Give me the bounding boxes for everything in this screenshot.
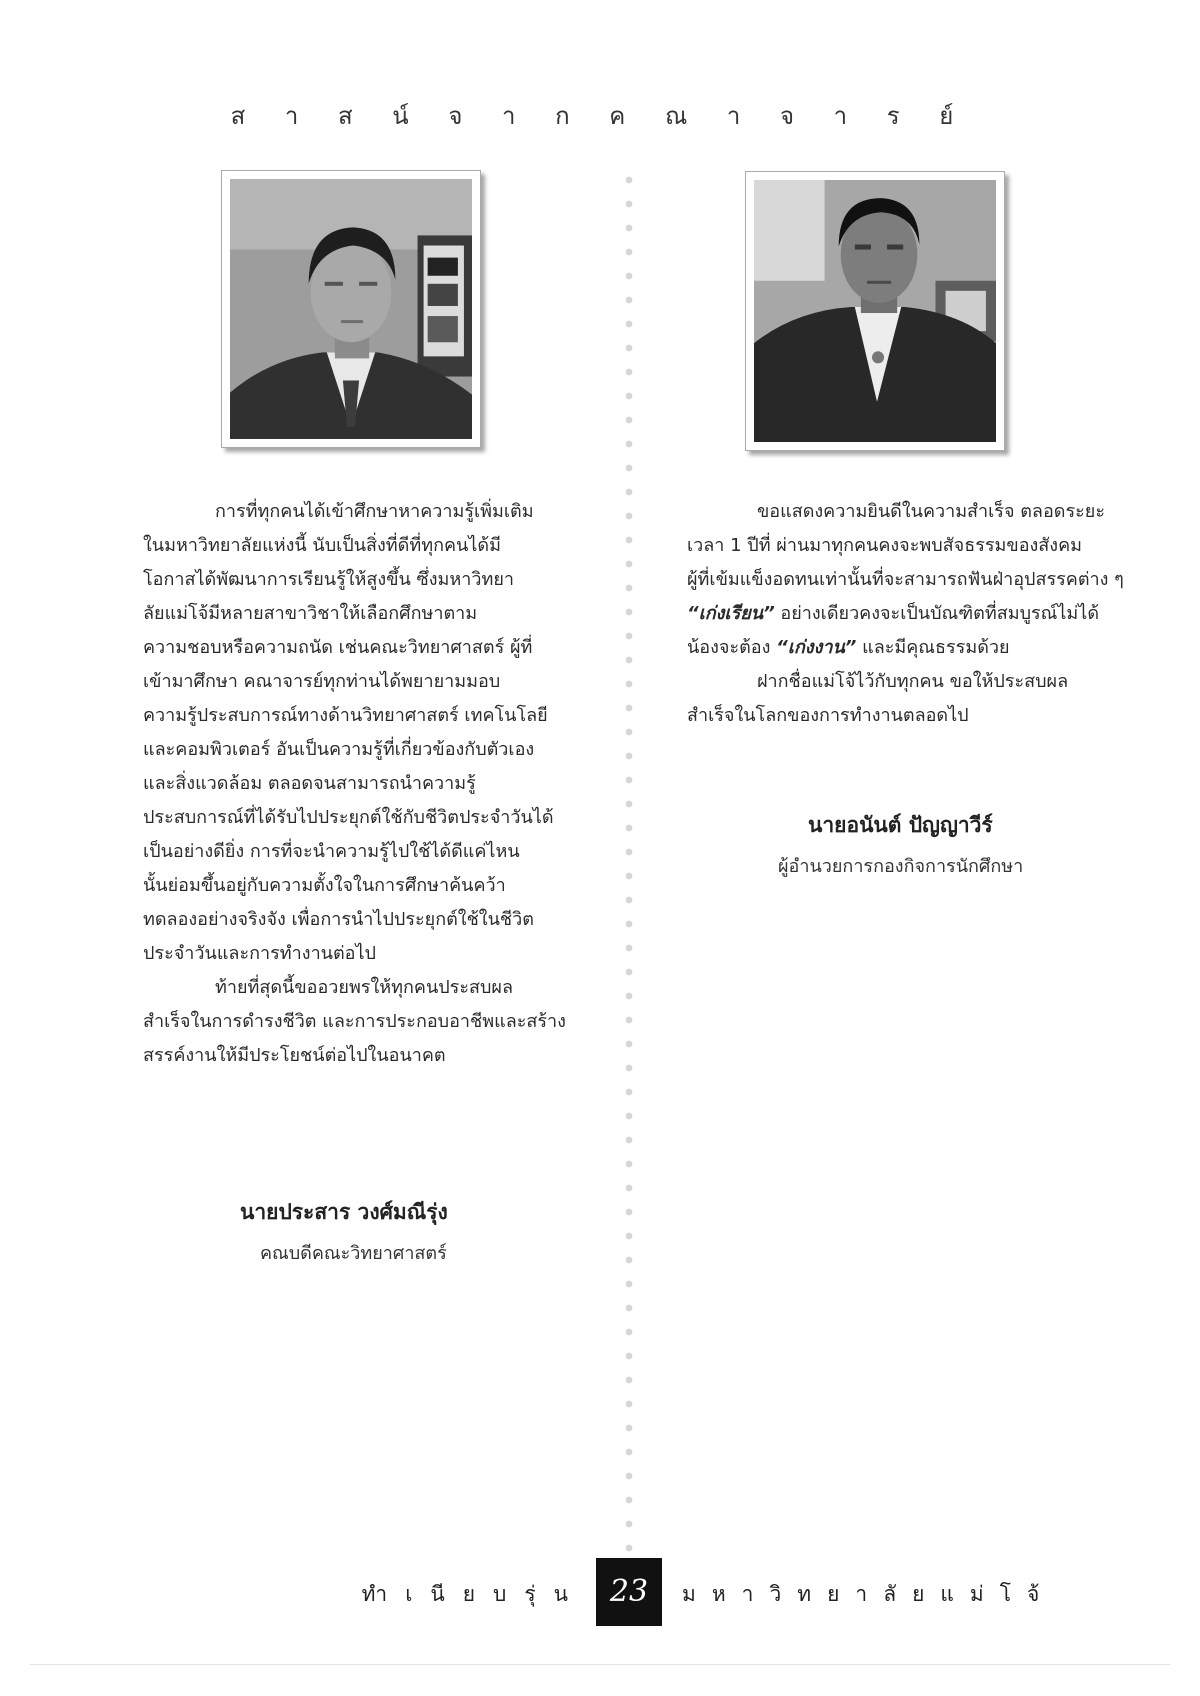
- portrait-dean-photo: [221, 170, 481, 448]
- dean-message-line: ลัยแม่โจ้มีหลายสาขาวิชาให้เลือกศึกษาตาม: [143, 603, 478, 624]
- footer-left-text: ทำเนียบรุ่น: [361, 1582, 586, 1606]
- footer-right-text: มหาวิทยาลัยแม่โจ้: [682, 1582, 1056, 1606]
- director-message-line: [687, 631, 1117, 665]
- dean-message-line: ประจำวันและการทำงานต่อไป: [143, 943, 376, 964]
- director-message-fragment: อย่างเดียวคงจะเป็นบัณฑิตที่สมบูรณ์ไม่ได้: [774, 603, 1100, 624]
- dean-message-line: ในมหาวิทยาลัยแห่งนี้ นับเป็นสิ่งที่ดีที่ทุกคนได้มี: [143, 535, 501, 556]
- director-signature-name: นายอนันต์ ปัญญาวีร์: [808, 813, 993, 837]
- dean-message-line: การที่ทุกคนได้เข้าศึกษาหาความรู้เพิ่มเติม: [215, 501, 534, 522]
- dean-message-line: ประสบการณ์ที่ได้รับไปประยุกต์ใช้กับชีวิตประจำวันได้: [143, 807, 554, 828]
- dean-message-line: โอกาสได้พัฒนาการเรียนรู้ให้สูงขึ้น ซึ่งมหาวิทยา: [143, 569, 514, 590]
- dean-message-line: ท้ายที่สุดนี้ขออวยพรให้ทุกคนประสบผล: [215, 977, 513, 998]
- dean-message-line: สำเร็จในการดำรงชีวิต และการประกอบอาชีพและสร้าง: [143, 1011, 566, 1032]
- dean-signature-name: นายประสาร วงศ์มณีรุ่ง: [240, 1200, 448, 1224]
- director-message-line: ขอแสดงความยินดีในความสำเร็จ ตลอดระยะ: [757, 501, 1106, 522]
- dean-message-line: นั้นย่อมขึ้นอยู่กับความตั้งใจในการศึกษาค้นคว้า: [143, 875, 506, 896]
- director-signature-role: ผู้อำนวยการกองกิจการนักศึกษา: [778, 856, 1024, 877]
- quote-keng-rian: “เก่งเรียน”: [687, 603, 775, 624]
- director-message-line: เวลา 1 ปีที่ ผ่านมาทุกคนคงจะพบสัจธรรมของสังคม: [687, 535, 1082, 556]
- dean-message-line: ความรู้ประสบการณ์ทางด้านวิทยาศาสตร์ เทคโนโลยี: [143, 705, 548, 726]
- dean-message-line: สรรค์งานให้มีประโยชน์ต่อไปในอนาคต: [143, 1045, 446, 1066]
- director-message-fragment: น้องจะต้อง: [687, 637, 777, 658]
- dean-message-line: และสิ่งแวดล้อม ตลอดจนสามารถนำความรู้: [143, 773, 476, 794]
- director-message-line: ผู้ที่เข้มแข็งอดทนเท่านั้นที่จะสามารถฟันฝ่าอุปสรรคต่าง ๆ: [687, 569, 1124, 590]
- dean-message-line: เป็นอย่างดียิ่ง การที่จะนำความรู้ไปใช้ได้ดีแค่ไหน: [143, 841, 520, 862]
- page-footer: [0, 1558, 1200, 1626]
- portrait-director-photo: [745, 171, 1005, 451]
- quote-keng-ngan: “เก่งงาน”: [776, 637, 857, 658]
- bottom-rule: [30, 1664, 1170, 1665]
- dean-signature-role: คณบดีคณะวิทยาศาสตร์: [260, 1243, 447, 1264]
- page-header-title: ส า ส น์ จ า ก ค ณ า จ า ร ย์: [230, 102, 970, 130]
- director-message-fragment: และมีคุณธรรมด้วย: [856, 637, 1010, 658]
- dean-message-line: และคอมพิวเตอร์ อันเป็นความรู้ที่เกี่ยวข้องกับตัวเอง: [143, 739, 535, 760]
- dean-message-line: ทดลองอย่างจริงจัง เพื่อการนำไปประยุกต์ใช้ในชีวิต: [143, 909, 534, 930]
- director-message-line: [687, 597, 1117, 631]
- column-divider: [624, 168, 634, 1558]
- director-message-line: สำเร็จในโลกของการทำงานตลอดไป: [687, 705, 969, 726]
- dean-message-line: เข้ามาศึกษา คณาจารย์ทุกท่านได้พยายามมอบ: [143, 671, 501, 692]
- dean-message: [143, 495, 573, 1073]
- director-message-line: ฝากชื่อแม่โจ้ไว้กับทุกคน ขอให้ประสบผล: [757, 671, 1069, 692]
- page-number: 23: [596, 1558, 662, 1626]
- dean-message-line: ความชอบหรือความถนัด เช่นคณะวิทยาศาสตร์ ผู้ที่: [143, 637, 533, 658]
- director-message: [687, 495, 1124, 733]
